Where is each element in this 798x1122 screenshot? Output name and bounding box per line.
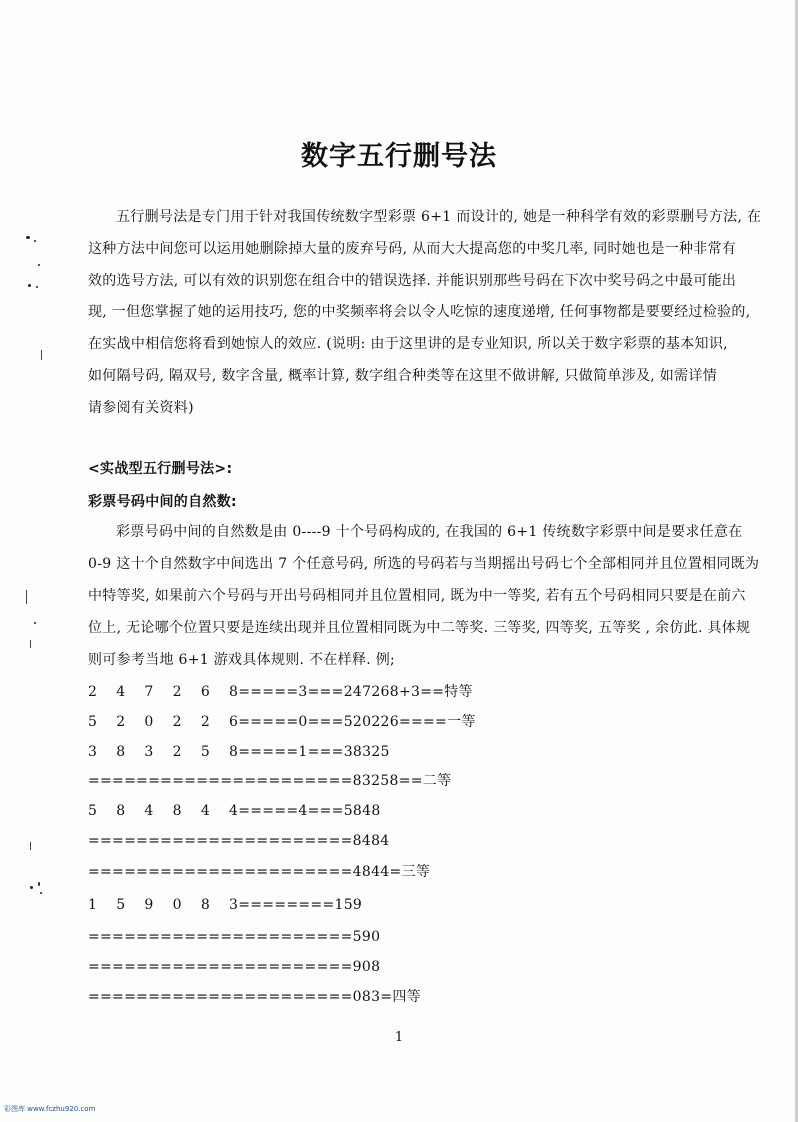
scan-mark — [30, 842, 31, 850]
scan-speck — [30, 886, 33, 889]
body-line: 彩票号码中间的自然数是由 0----9 十个号码构成的, 在我国的 6+1 传统数字彩票中间是要求任意在 — [116, 524, 743, 540]
example-line: ======================083=四等 — [88, 989, 421, 1005]
scan-speck — [38, 882, 40, 886]
intro-line: 现, 一但您掌握了她的运用技巧, 您的中奖频率将会以令人吃惊的速度递增, 任何事物都是要要经过检验的, — [88, 304, 751, 320]
body-line: 则可参考当地 6+1 游戏具体规则. 不在样释. 例; — [88, 652, 396, 668]
scan-speck — [34, 622, 36, 624]
footer-watermark: 彩图库 www.fczhu920.com — [4, 1105, 96, 1113]
scan-speck — [38, 264, 40, 266]
example-line: ======================908 — [88, 959, 381, 975]
scan-mark — [26, 590, 27, 604]
example-line: ======================590 — [88, 929, 381, 945]
sub-heading: 彩票号码中间的自然数: — [88, 494, 237, 510]
example-line: ======================4844=三等 — [88, 864, 431, 880]
intro-line: 如何隔号码, 隔双号, 数字含量, 概率计算, 数字组合种类等在这里不做讲解, 只做简单涉及, 如需详情 — [88, 368, 717, 384]
example-line: 3 8 3 2 5 8=====1===38325 — [88, 744, 390, 760]
example-line: ======================8484 — [88, 833, 390, 849]
example-line: 5 8 4 8 4 4=====4===5848 — [88, 803, 381, 819]
scan-speck — [26, 236, 30, 239]
scan-speck — [34, 240, 36, 242]
scan-speck — [40, 892, 42, 894]
page-number: 1 — [394, 1030, 404, 1045]
example-line: 1 5 9 0 8 3========159 — [88, 897, 363, 913]
intro-line: 请参阅有关资料) — [88, 400, 194, 416]
intro-line: 这种方法中间您可以运用她删除掉大量的废弃号码, 从而大大提高您的中奖几率, 同时她也是一种非常有 — [88, 241, 737, 257]
body-line: 中特等奖, 如果前六个号码与开出号码相同并且位置相同, 既为中一等奖, 若有五个号码相同只要是在前六 — [88, 588, 746, 604]
intro-line: 五行删号法是专门用于针对我国传统数字型彩票 6+1 而设计的, 她是一种科学有效的彩票删号方法, 在 — [116, 209, 762, 225]
body-line: 0-9 这十个自然数字中间选出 7 个任意号码, 所选的号码若与当期摇出号码七个全部相同并且位置相同既为 — [88, 556, 760, 572]
scan-speck — [28, 284, 31, 287]
example-line: ======================83258==二等 — [88, 773, 452, 789]
scan-mark — [41, 350, 42, 360]
body-line: 位上, 无论哪个位置只要是连续出现并且位置相同既为中二等奖. 三等奖, 四等奖, 五等奖 , 余仿此. 具体规 — [88, 620, 751, 636]
intro-line: 在实战中相信您将看到她惊人的效应. (说明: 由于这里讲的是专业知识, 所以关于数字彩票的基本知识, — [88, 336, 728, 352]
scan-speck — [36, 286, 38, 288]
example-line: 5 2 0 2 2 6=====0===520226====一等 — [88, 714, 476, 730]
intro-line: 效的选号方法, 可以有效的识别您在组合中的错误选择. 并能识别那些号码在下次中奖号码之中最可能出 — [88, 273, 737, 289]
example-line: 2 4 7 2 6 8=====3===247268+3==特等 — [88, 684, 473, 700]
section-heading: <实战型五行删号法>: — [88, 461, 233, 477]
scan-mark — [30, 640, 31, 648]
document-title: 数字五行删号法 — [301, 141, 497, 172]
